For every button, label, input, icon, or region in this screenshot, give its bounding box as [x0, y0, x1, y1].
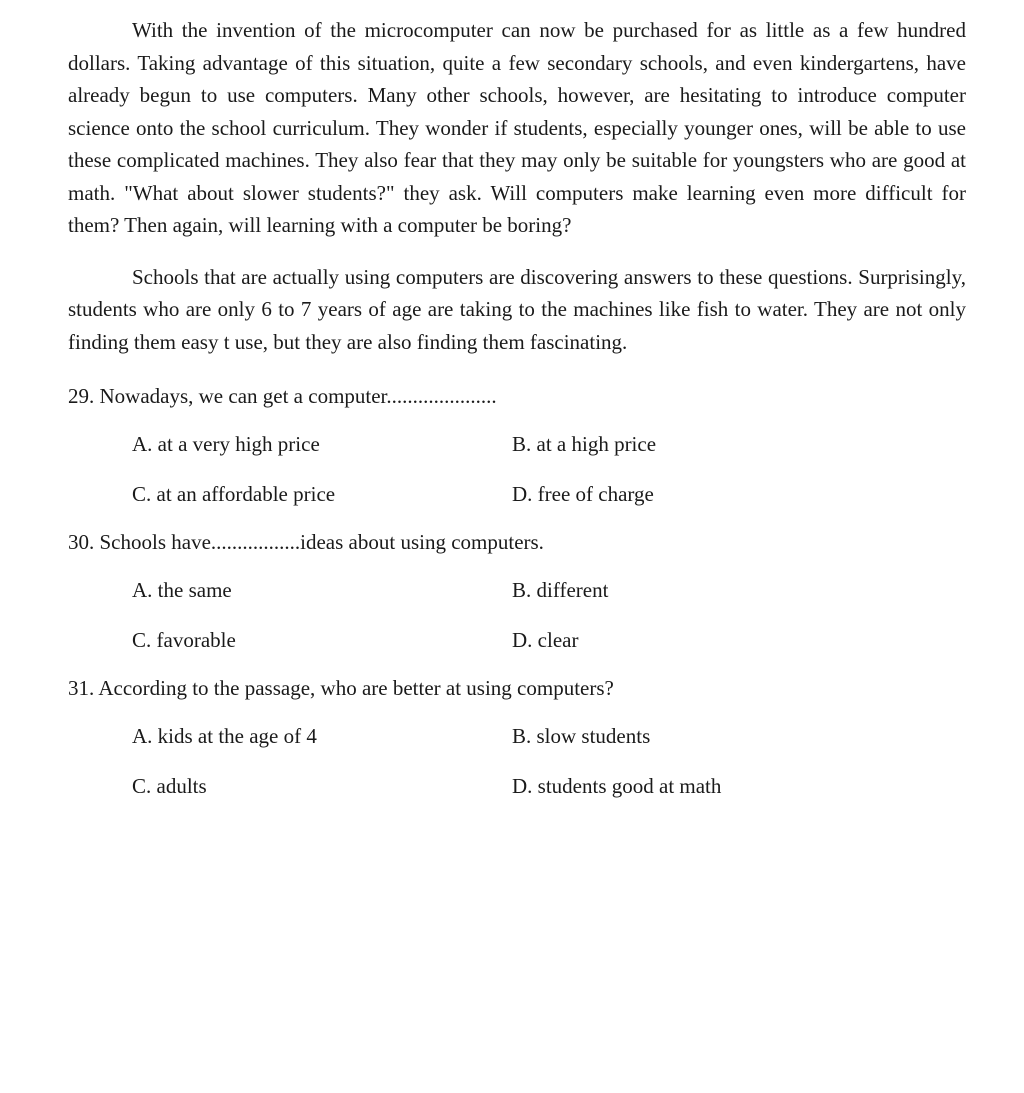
question-30	[68, 526, 966, 656]
option-c: C. adults	[132, 774, 207, 798]
option-a: A. the same	[132, 578, 232, 602]
answer-options	[132, 574, 966, 656]
question-stem: 30. Schools have.................ideas about using computers.	[68, 530, 544, 554]
question-31	[68, 672, 966, 802]
option-d: D. free of charge	[512, 482, 654, 506]
answer-options	[132, 720, 966, 802]
passage-paragraph-1: With the invention of the microcomputer can now be purchased for as little as a few hundred dollars. Taking advantage of this situation, quite a few secondary schools, and even kindergartens, have already begun to use computers. Many other schools, however, are hesitating to introduce computer science onto the school curriculum. They wonder if students, especially younger ones, will be able to use these complicated machines. They also fear that they may only be suitable for youngsters who are good at math. "What about slower students?" they ask. Will computers make learning even more difficult for them? Then again, will learning with a computer be boring?	[68, 18, 966, 237]
option-b: B. at a high price	[512, 432, 657, 456]
passage-paragraph-2: Schools that are actually using computers are discovering answers to these questions. Surprisingly, students who are only 6 to 7 years of age are taking to the machines like fish to water. They are not only finding them easy t use, but they are also finding them fascinating.	[68, 264, 966, 354]
option-b: B. slow students	[512, 724, 651, 748]
question-29	[68, 380, 966, 510]
option-a: A. at a very high price	[132, 432, 320, 456]
option-d: D. students good at math	[512, 774, 722, 798]
option-c: C. at an affordable price	[132, 482, 336, 506]
question-stem: 31. According to the passage, who are better at using computers?	[68, 676, 614, 700]
option-b: B. different	[512, 578, 609, 602]
question-stem: 29. Nowadays, we can get a computer.....................	[68, 384, 497, 408]
answer-options	[132, 428, 966, 510]
document-page	[68, 14, 966, 802]
option-a: A. kids at the age of 4	[132, 724, 317, 748]
option-d: D. clear	[512, 628, 579, 652]
option-c: C. favorable	[132, 628, 236, 652]
